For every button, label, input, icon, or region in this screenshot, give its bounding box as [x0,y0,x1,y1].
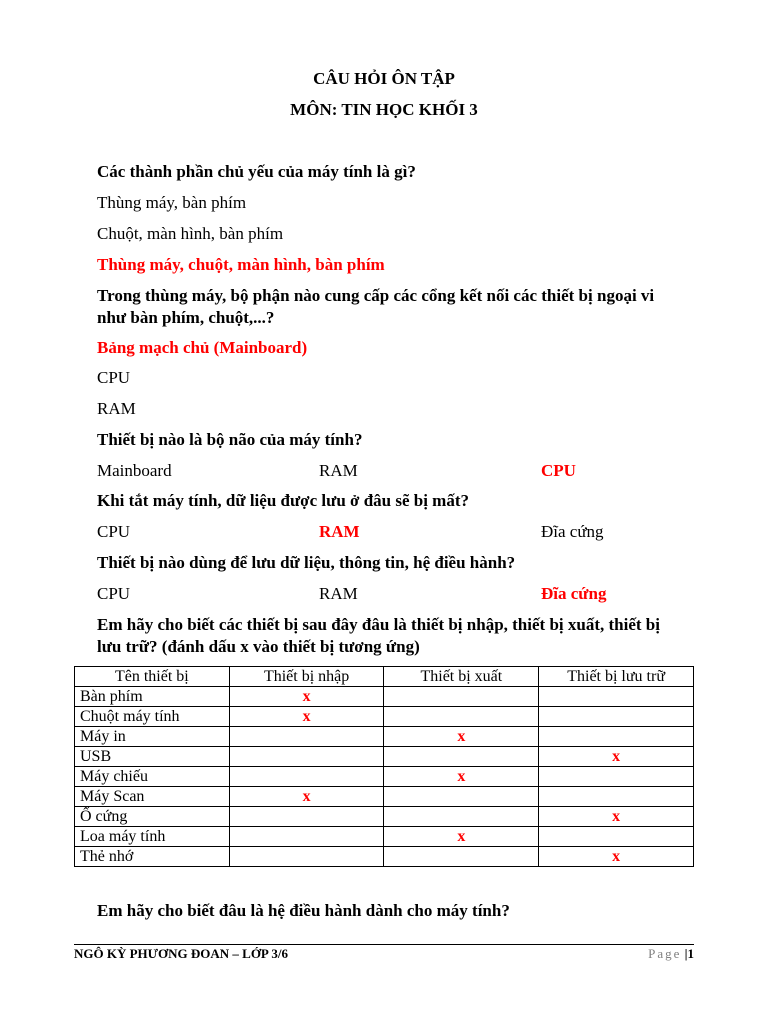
table-row [75,747,694,767]
question-2-line-2: như bàn phím, chuột,...? [97,308,275,327]
footer-rule [74,944,694,945]
q3-option-2: RAM [319,461,358,480]
q2-option-1-answer: Bảng mạch chủ (Mainboard) [97,338,308,357]
footer-page-value: 1 [687,946,694,961]
q4-option-3: Đĩa cứng [541,522,604,541]
table-row [75,727,694,747]
footer-separator: | [684,946,688,961]
page-subtitle: MÔN: TIN HỌC KHỐI 3 [290,100,478,119]
device-name-cell: USB [75,747,230,767]
q3-option-1: Mainboard [97,461,172,480]
mark-cell: x [384,767,539,787]
q1-option-2: Chuột, màn hình, bàn phím [97,224,284,243]
column-header-input-device: Thiết bị nhập [229,667,384,687]
device-name-cell: Bàn phím [75,687,230,707]
mark-cell [539,687,694,707]
mark-cell [384,747,539,767]
device-name-cell: Loa máy tính [75,827,230,847]
mark-cell: x [539,847,694,867]
mark-cell: x [384,727,539,747]
q2-option-2: CPU [97,368,131,387]
mark-cell [229,847,384,867]
mark-cell [384,707,539,727]
question-2 [97,285,697,329]
page-title: CÂU HỎI ÔN TẬP [313,69,455,88]
question-6 [97,614,707,658]
q2-option-3: RAM [97,399,136,418]
footer-author: NGÔ KỲ PHƯƠNG ĐOAN – LỚP 3/6 [74,946,289,961]
column-header-storage-device: Thiết bị lưu trữ [539,667,694,687]
question-4: Khi tắt máy tính, dữ liệu được lưu ở đâu sẽ bị mất? [97,491,470,510]
table-row [75,787,694,807]
column-header-device-name: Tên thiết bị [75,667,230,687]
mark-cell [229,747,384,767]
device-name-cell: Thẻ nhớ [75,847,230,867]
device-name-cell: Máy Scan [75,787,230,807]
table-header-row [75,667,694,687]
device-name-cell: Ổ cứng [75,807,230,827]
mark-cell: x [229,707,384,727]
mark-cell [539,827,694,847]
mark-cell [539,707,694,727]
q3-option-3-answer: CPU [541,461,576,480]
table-row [75,767,694,787]
table-row [75,827,694,847]
mark-cell [384,687,539,707]
table-row [75,687,694,707]
question-5: Thiết bị nào dùng để lưu dữ liệu, thông tin, hệ điều hành? [97,553,516,572]
table-row [75,847,694,867]
question-6-line-1: Em hãy cho biết các thiết bị sau đây đâu là thiết bị nhập, thiết bị xuất, thiết bị [97,615,660,634]
mark-cell [229,807,384,827]
q4-option-1: CPU [97,522,131,541]
mark-cell [539,767,694,787]
question-6-line-2: lưu trữ? (đánh dấu x vào thiết bị tương ứng) [97,637,420,656]
mark-cell: x [539,747,694,767]
mark-cell [229,727,384,747]
mark-cell: x [539,807,694,827]
footer-page-number [648,946,694,962]
device-name-cell: Máy in [75,727,230,747]
column-header-output-device: Thiết bị xuất [384,667,539,687]
q5-option-1: CPU [97,584,131,603]
mark-cell: x [229,687,384,707]
table-row [75,807,694,827]
q1-option-1: Thùng máy, bàn phím [97,193,247,212]
device-name-cell: Chuột máy tính [75,707,230,727]
question-2-line-1: Trong thùng máy, bộ phận nào cung cấp các cổng kết nối các thiết bị ngoại vi [97,286,655,305]
q1-option-3-answer: Thùng máy, chuột, màn hình, bàn phím [97,255,385,274]
mark-cell: x [384,827,539,847]
question-1: Các thành phần chủ yếu của máy tính là gì? [97,162,416,181]
q5-option-2: RAM [319,584,358,603]
mark-cell: x [229,787,384,807]
mark-cell [229,767,384,787]
footer-page-label: Page [648,946,682,961]
q5-option-3-answer: Đĩa cứng [541,584,607,603]
mark-cell [229,827,384,847]
q4-option-2-answer: RAM [319,522,360,541]
device-classification-table [74,666,694,867]
mark-cell [384,807,539,827]
mark-cell [384,847,539,867]
mark-cell [539,727,694,747]
question-7: Em hãy cho biết đâu là hệ điều hành dành cho máy tính? [97,901,510,920]
mark-cell [539,787,694,807]
device-name-cell: Máy chiếu [75,767,230,787]
mark-cell [384,787,539,807]
table-row [75,707,694,727]
question-3: Thiết bị nào là bộ não của máy tính? [97,430,363,449]
